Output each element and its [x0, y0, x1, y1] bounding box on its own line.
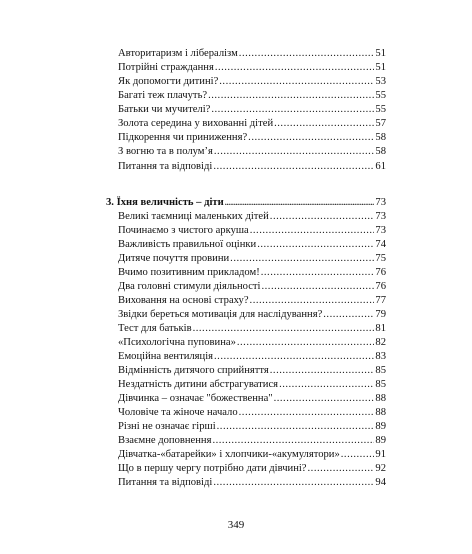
dot-leader	[214, 145, 375, 159]
toc-entry-title: Два головні стимули діяльності	[118, 281, 261, 292]
toc-entry-page: 53	[375, 76, 386, 87]
toc-entry[interactable]	[118, 476, 386, 490]
toc-entry-page: 58	[375, 132, 386, 143]
toc-entry[interactable]	[118, 224, 386, 238]
toc-entry-title: Важливість правильної оцінки	[118, 239, 257, 250]
toc-entry[interactable]	[118, 61, 386, 75]
toc-entry[interactable]	[118, 47, 386, 61]
dot-leader	[212, 434, 374, 448]
toc-entry-page: 81	[375, 323, 386, 334]
toc-entry-page: 85	[375, 379, 386, 390]
toc-entry-title: Потрійні страждання	[118, 62, 214, 73]
toc-entry[interactable]	[118, 448, 386, 462]
dot-leader	[239, 47, 375, 61]
toc-entry[interactable]	[118, 238, 386, 252]
dot-leader	[214, 350, 374, 364]
toc-entry-page: 88	[375, 393, 386, 404]
toc-entry[interactable]	[118, 75, 386, 89]
toc-entry-page: 76	[375, 281, 386, 292]
toc-entry-title: Авторитаризм і лібералізм	[118, 48, 238, 59]
toc-entry[interactable]	[118, 280, 386, 294]
toc-entry-page: 85	[375, 365, 386, 376]
toc-entry-page: 73	[375, 211, 386, 222]
dot-leader	[270, 210, 375, 224]
toc-entry-page: 91	[375, 449, 386, 460]
toc-entry[interactable]	[118, 420, 386, 434]
dot-leader	[237, 336, 375, 350]
toc-entry-page: 76	[375, 267, 386, 278]
toc-entry-page: 57	[375, 118, 386, 129]
toc-entry-title: Що в першу чергу потрібно дати дівчині?	[118, 463, 307, 474]
dot-leader	[270, 364, 375, 378]
toc-entry-title: Емоційна вентиляція	[118, 351, 214, 362]
toc-entry[interactable]	[118, 378, 386, 392]
toc-entry-title: Дитяче почуття провини	[118, 253, 230, 264]
toc-entry-page: 89	[375, 435, 386, 446]
toc-entry-title: Різні не означає гірші	[118, 421, 216, 432]
dot-leader	[341, 448, 375, 462]
toc-entry-title: Взаємне доповнення	[118, 435, 212, 446]
toc-entry-page: 92	[375, 463, 386, 474]
dot-leader	[250, 224, 375, 238]
toc-entry-page: 58	[375, 146, 386, 157]
dot-leader	[261, 266, 375, 280]
toc-entry-page: 77	[375, 295, 386, 306]
toc-entry-page: 73	[375, 225, 386, 236]
dot-leader	[208, 89, 374, 103]
toc-entry-page: 88	[375, 407, 386, 418]
toc-entry[interactable]	[118, 434, 386, 448]
toc-entry-title: Вчимо позитивним прикладом!	[118, 267, 260, 278]
dot-leader	[230, 252, 374, 266]
toc-entry-page: 83	[375, 351, 386, 362]
dot-leader	[250, 294, 375, 308]
toc-entry-title: Багаті теж плачуть?	[118, 90, 208, 101]
toc-entry-title: Батьки чи мучителі?	[118, 104, 211, 115]
toc-entry[interactable]	[118, 252, 386, 266]
toc-entry-page: 79	[375, 309, 386, 320]
chapter-heading[interactable]	[106, 196, 386, 210]
toc-entry[interactable]	[118, 364, 386, 378]
toc-entry[interactable]	[118, 294, 386, 308]
toc-entry-title: Починаємо з чистого аркуша	[118, 225, 249, 236]
dot-leader	[215, 61, 375, 75]
toc-entry[interactable]	[118, 406, 386, 420]
toc-entry-page: 61	[375, 161, 386, 172]
toc-entry-title: Як допомогти дитині?	[118, 76, 219, 87]
toc-entry-title: Звідки береться мотивація для наслідування?	[118, 309, 323, 320]
dot-leader	[225, 196, 375, 210]
dot-leader	[323, 308, 374, 322]
toc-entry-page: 74	[375, 239, 386, 250]
dot-leader	[248, 131, 374, 145]
toc-entry-page: 55	[375, 104, 386, 115]
dot-leader	[239, 406, 375, 420]
toc-entry[interactable]	[118, 266, 386, 280]
dot-leader	[213, 160, 374, 174]
toc-entry-page: 51	[375, 48, 386, 59]
toc-entry-title: Нездатність дитини абстрагуватися	[118, 379, 279, 390]
dot-leader	[274, 117, 374, 131]
dot-leader	[217, 420, 375, 434]
toc-entry-title: Питання та відповіді	[118, 477, 213, 488]
toc-entry[interactable]	[118, 462, 386, 476]
toc-entry-title: Питання та відповіді	[118, 161, 213, 172]
chapter-page: 73	[375, 197, 386, 208]
toc-entry-title: Золота середина у вихованні дітей	[118, 118, 274, 129]
toc-entry[interactable]	[118, 336, 386, 350]
dot-leader	[193, 322, 375, 336]
toc-entry-title: Чоловіче та жіноче начало	[118, 407, 238, 418]
toc-entry[interactable]	[118, 308, 386, 322]
toc-entry-page: 75	[375, 253, 386, 264]
dot-leader	[262, 280, 375, 294]
toc-entry-title: Відмінність дитячого сприйняття	[118, 365, 269, 376]
toc-entry-page: 82	[375, 337, 386, 348]
toc-entry-page: 55	[375, 90, 386, 101]
toc-entry[interactable]	[118, 145, 386, 159]
dot-leader	[279, 378, 374, 392]
toc-entry[interactable]	[118, 350, 386, 364]
toc-entry[interactable]	[118, 117, 386, 131]
toc-entry-title: Великі таємниці маленьких дітей	[118, 211, 269, 222]
dot-leader	[219, 75, 374, 89]
toc-entry-page: 94	[375, 477, 386, 488]
toc-entry[interactable]	[118, 392, 386, 406]
dot-leader	[257, 238, 374, 252]
dot-leader	[274, 392, 375, 406]
toc-entry-title: З вогню та в полум’я	[118, 146, 213, 157]
dot-leader	[213, 476, 374, 490]
toc-entry[interactable]	[118, 210, 386, 224]
dot-leader	[211, 103, 374, 117]
toc-entry[interactable]	[118, 131, 386, 145]
toc-entry[interactable]	[118, 89, 386, 103]
toc-entry-title: Дівчинка – означає "божественна"	[118, 393, 273, 404]
toc-entry[interactable]	[118, 103, 386, 117]
toc-entry-page: 89	[375, 421, 386, 432]
toc-entry-title: «Психологічна пуповина»	[118, 337, 236, 348]
toc-entry-title: Виховання на основі страху?	[118, 295, 249, 306]
toc-entry[interactable]	[118, 322, 386, 336]
toc-entry-page: 51	[375, 62, 386, 73]
toc-entry-title: Підкорення чи приниження?	[118, 132, 248, 143]
toc-entry-title: Дівчатка-«батарейки» і хлопчики-«акумулятори»	[118, 449, 340, 460]
toc-entry-title: Тест для батьків	[118, 323, 192, 334]
toc-entry[interactable]	[118, 160, 386, 174]
dot-leader	[308, 462, 375, 476]
page-number: 349	[227, 519, 245, 531]
chapter-title: 3. Їхня величність – діти	[106, 197, 224, 208]
